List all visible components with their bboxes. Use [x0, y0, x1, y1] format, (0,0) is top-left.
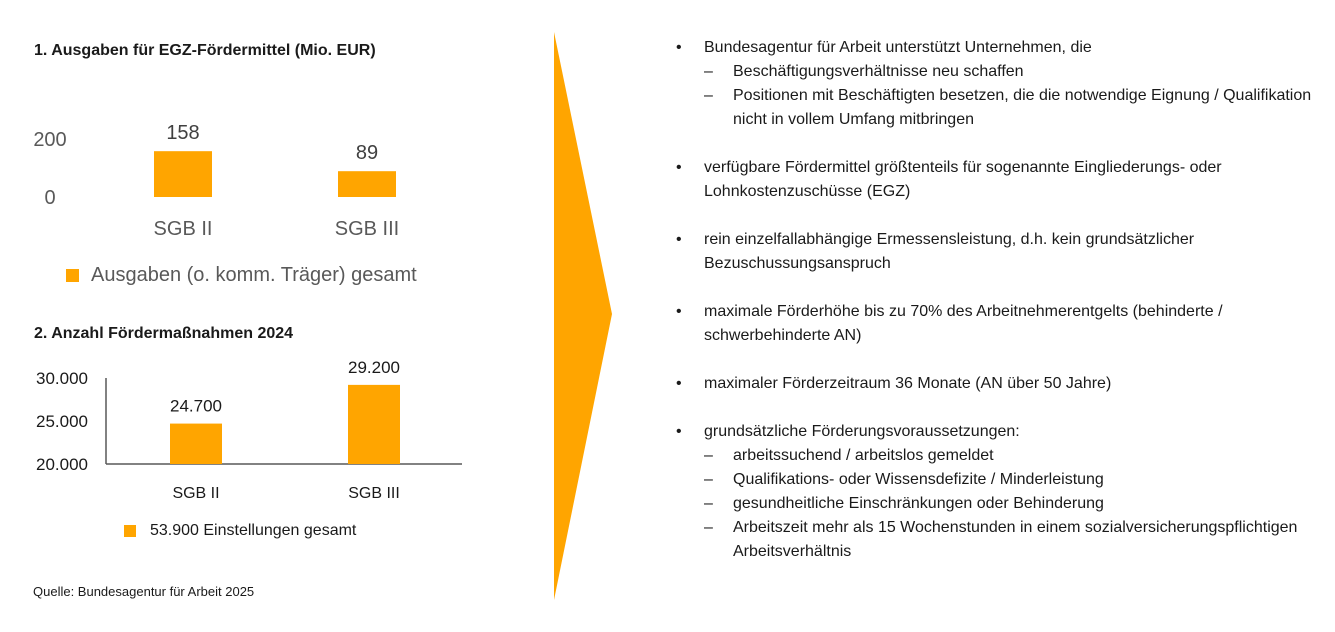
chart2-bar-2 — [348, 385, 400, 464]
bullet-text: • maximale Förderhöhe bis zu 70% des Arbeitnehmerentgelts (behinderte / schwerbehinderte AN) — [704, 303, 1223, 344]
sub-bullet-item — [676, 516, 1326, 564]
sub-bullet-text: – Arbeitszeit mehr als 15 Wochenstunden in einem sozialversicherungspflichtigen Arbeitsverhältnis — [733, 519, 1298, 560]
bullet-text: • rein einzelfallabhängige Ermessensleistung, d.h. kein grundsätzlicher Bezuschussungsanspruch — [704, 231, 1195, 272]
bullet-text: • maximaler Förderzeitraum 36 Monate (AN über 50 Jahre) — [704, 375, 1112, 392]
bullet-text: • Bundesagentur für Arbeit unterstützt Unternehmen, die — [704, 39, 1092, 56]
bullet-text: • grundsätzliche Förderungsvoraussetzungen: — [704, 423, 1020, 440]
chart1-bar-1 — [154, 151, 212, 197]
chart2-bar-1 — [170, 424, 222, 464]
chart1-ytick-label: 200 — [33, 129, 67, 151]
bullet-item — [676, 156, 1326, 204]
chart1-legend-label: Ausgaben (o. komm. Träger) gesamt — [91, 264, 417, 286]
sub-bullet-text: – gesundheitliche Einschränkungen oder Behinderung — [733, 495, 1104, 512]
bullet-item — [676, 300, 1326, 348]
sub-bullet-item — [676, 60, 1326, 84]
chart1-legend — [66, 264, 417, 287]
chart1-category-label: SGB II — [153, 218, 213, 240]
chart1-title: 1. Ausgaben für EGZ-Fördermittel (Mio. EUR) — [34, 42, 376, 59]
chevron-arrow-icon — [550, 28, 620, 604]
bullet-item — [676, 420, 1326, 564]
sub-bullet-item — [676, 84, 1326, 132]
chart1-value-label: 158 — [166, 122, 200, 145]
chart2-category-label: SGB III — [348, 485, 400, 502]
sub-bullet-text: – Qualifikations- oder Wissensdefizite / Minderleistung — [733, 471, 1104, 488]
sub-bullet-item — [676, 492, 1326, 516]
bullet-item — [676, 36, 1326, 132]
sub-bullet-text: – arbeitssuchend / arbeitslos gemeldet — [733, 447, 994, 464]
bullet-item — [676, 372, 1326, 396]
chart2-value-label: 24.700 — [170, 396, 222, 416]
legend-swatch — [124, 525, 136, 537]
sub-bullet-item — [676, 468, 1326, 492]
bullet-list — [676, 36, 1326, 588]
sub-bullet-item — [676, 444, 1326, 468]
chart2-massnahmen — [20, 360, 470, 510]
chart1-category-label: SGB III — [334, 218, 400, 240]
chart2-ytick-label: 20.000 — [36, 455, 88, 474]
legend-swatch — [66, 269, 79, 282]
chart2-value-label: 29.200 — [348, 360, 400, 377]
sub-bullet-text: – Beschäftigungsverhältnisse neu schaffen — [733, 63, 1024, 80]
chart2-ytick-label: 30.000 — [36, 369, 88, 388]
chart2-ytick-label: 25.000 — [36, 412, 88, 431]
chart2-title: 2. Anzahl Fördermaßnahmen 2024 — [34, 325, 294, 342]
chart1-bar-2 — [338, 171, 396, 197]
chart1-value-label: 89 — [355, 142, 379, 165]
chart2-legend — [124, 522, 356, 540]
chart1-ytick-label: 0 — [44, 187, 56, 209]
chart2-legend-label: 53.900 Einstellungen gesamt — [150, 522, 357, 539]
source-note: Quelle: Bundesagentur für Arbeit 2025 — [33, 584, 255, 599]
bullet-item — [676, 228, 1326, 276]
chart2-category-label: SGB II — [172, 485, 220, 502]
bullet-text: • verfügbare Fördermittel größtenteils für sogenannte Eingliederungs- oder Lohnkostenzuschüsse (EGZ) — [704, 159, 1222, 200]
sub-bullet-text: – Positionen mit Beschäftigten besetzen, die die notwendige Eignung / Qualifikation nicht in vollem Umfang mitbringen — [733, 87, 1312, 128]
